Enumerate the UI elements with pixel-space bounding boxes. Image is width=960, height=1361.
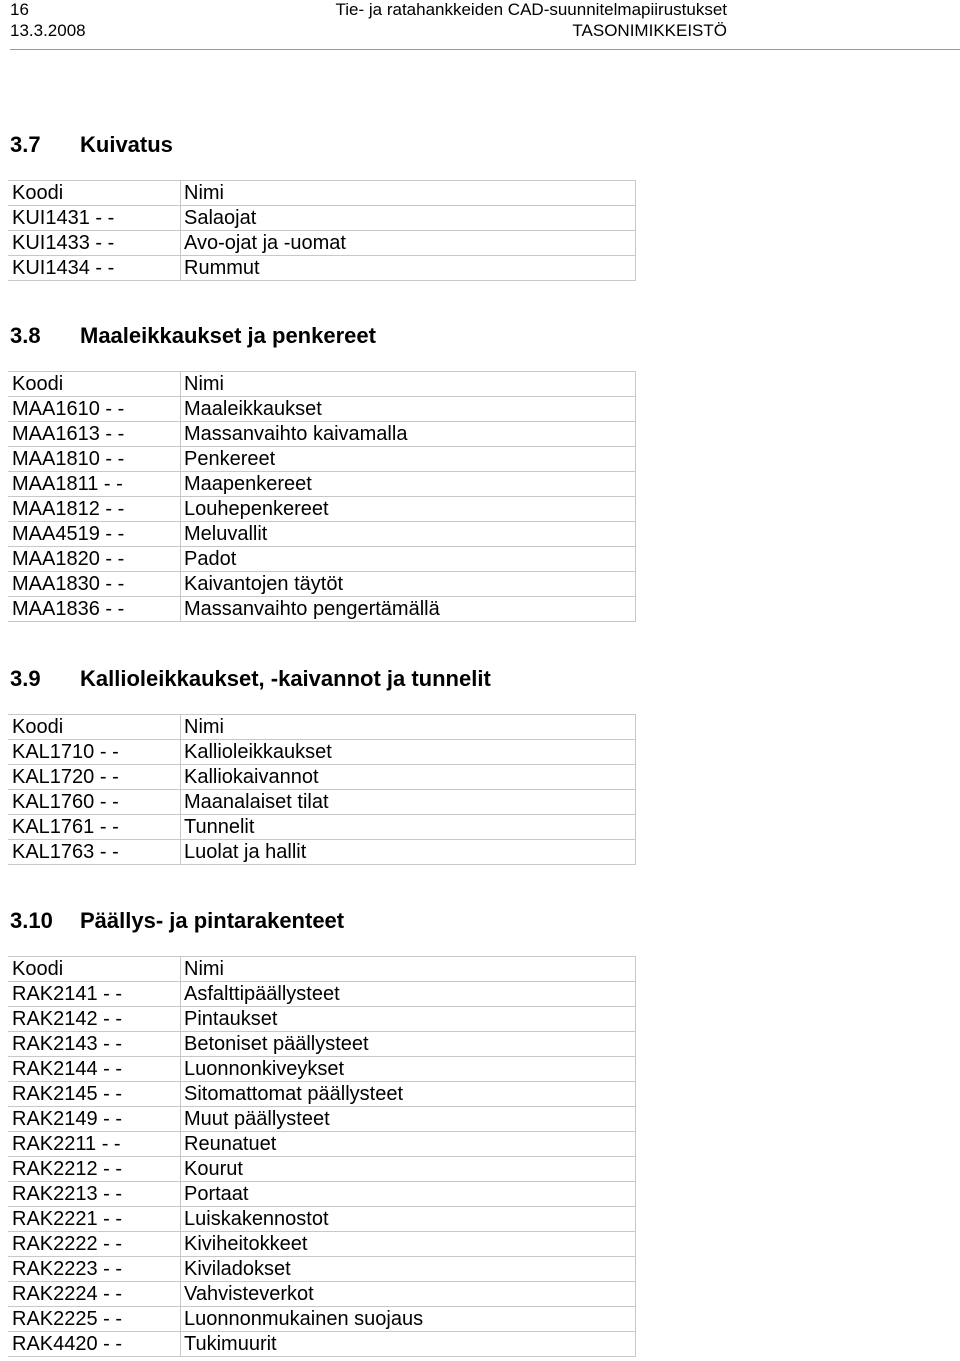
layer-code: RAK2142 - - [9, 1007, 181, 1032]
layer-name: Tunnelit [181, 815, 636, 840]
section-title: Kallioleikkaukset, -kaivannot ja tunnelit [80, 666, 491, 691]
table-row [9, 815, 636, 840]
section-number: 3.7 [10, 132, 41, 157]
layer-code: KUI1434 - - [9, 256, 181, 281]
table-row [9, 256, 636, 281]
table-row [9, 472, 636, 497]
code-table-kuivatus [8, 180, 636, 281]
layer-code: MAA1830 - - [9, 572, 181, 597]
layer-name: Pintaukset [181, 1007, 636, 1032]
section-title: Päällys- ja pintarakenteet [80, 908, 345, 933]
layer-name: Kallioleikkaukset [181, 740, 636, 765]
layer-code: KAL1720 - - [9, 765, 181, 790]
table-row [9, 1157, 636, 1182]
table-row [9, 840, 636, 865]
table-row [9, 1207, 636, 1232]
layer-code: RAK2149 - - [9, 1107, 181, 1132]
layer-name: Tukimuurit [181, 1332, 636, 1357]
document-subtitle: TASONIMIKKEISTÖ [572, 21, 727, 40]
column-header-name: Nimi [181, 372, 636, 397]
section-heading-maaleikkaukset [10, 323, 376, 349]
layer-code: RAK2144 - - [9, 1057, 181, 1082]
table-row [9, 572, 636, 597]
layer-code: RAK2143 - - [9, 1032, 181, 1057]
header-divider [10, 49, 960, 50]
layer-name: Salaojat [181, 206, 636, 231]
layer-code: MAA1810 - - [9, 447, 181, 472]
table-row [9, 982, 636, 1007]
layer-name: Maaleikkaukset [181, 397, 636, 422]
table-header-row [9, 372, 636, 397]
layer-code: KAL1763 - - [9, 840, 181, 865]
layer-code: KAL1710 - - [9, 740, 181, 765]
layer-name: Avo-ojat ja -uomat [181, 231, 636, 256]
layer-name: Kalliokaivannot [181, 765, 636, 790]
layer-name: Sitomattomat päällysteet [181, 1082, 636, 1107]
column-header-name: Nimi [181, 715, 636, 740]
layer-code: MAA1820 - - [9, 547, 181, 572]
layer-name: Meluvallit [181, 522, 636, 547]
layer-name: Luonnonkiveykset [181, 1057, 636, 1082]
layer-code: MAA1610 - - [9, 397, 181, 422]
layer-code: KAL1760 - - [9, 790, 181, 815]
table-row [9, 422, 636, 447]
layer-name: Rummut [181, 256, 636, 281]
layer-code: RAK2211 - - [9, 1132, 181, 1157]
table-row [9, 1107, 636, 1132]
table-row [9, 1332, 636, 1357]
layer-code: RAK2222 - - [9, 1232, 181, 1257]
layer-name: Kaivantojen täytöt [181, 572, 636, 597]
table-row [9, 522, 636, 547]
layer-name: Kiviheitokkeet [181, 1232, 636, 1257]
layer-code: KUI1431 - - [9, 206, 181, 231]
section-number: 3.8 [10, 323, 41, 348]
code-table-maaleikkaukset [8, 371, 636, 622]
column-header-code: Koodi [9, 181, 181, 206]
column-header-name: Nimi [181, 957, 636, 982]
layer-name: Portaat [181, 1182, 636, 1207]
layer-name: Vahvisteverkot [181, 1282, 636, 1307]
layer-code: RAK2221 - - [9, 1207, 181, 1232]
table-row [9, 1282, 636, 1307]
layer-name: Asfalttipäällysteet [181, 982, 636, 1007]
layer-code: KAL1761 - - [9, 815, 181, 840]
layer-name: Betoniset päällysteet [181, 1032, 636, 1057]
layer-code: RAK2141 - - [9, 982, 181, 1007]
layer-code: KUI1433 - - [9, 231, 181, 256]
layer-code: RAK2225 - - [9, 1307, 181, 1332]
layer-code: RAK2223 - - [9, 1257, 181, 1282]
layer-name: Kiviladokset [181, 1257, 636, 1282]
table-row [9, 231, 636, 256]
column-header-code: Koodi [9, 957, 181, 982]
layer-code: MAA1811 - - [9, 472, 181, 497]
section-heading-kallioleikkaukset [10, 666, 491, 692]
table-row [9, 447, 636, 472]
table-row [9, 790, 636, 815]
layer-name: Luiskakennostot [181, 1207, 636, 1232]
layer-name: Massanvaihto pengertämällä [181, 597, 636, 622]
layer-name: Muut päällysteet [181, 1107, 636, 1132]
layer-name: Massanvaihto kaivamalla [181, 422, 636, 447]
layer-name: Penkereet [181, 447, 636, 472]
table-row [9, 1032, 636, 1057]
section-heading-paallysrakenteet [10, 908, 344, 934]
section-number: 3.9 [10, 666, 41, 691]
column-header-code: Koodi [9, 715, 181, 740]
section-title: Maaleikkaukset ja penkereet [80, 323, 376, 348]
table-row [9, 765, 636, 790]
section-title: Kuivatus [80, 132, 173, 157]
section-heading-kuivatus [10, 132, 173, 158]
layer-name: Louhepenkereet [181, 497, 636, 522]
document-date: 13.3.2008 [10, 21, 86, 40]
table-row [9, 397, 636, 422]
table-row [9, 1307, 636, 1332]
code-table-kallioleikkaukset [8, 714, 636, 865]
layer-name: Maapenkereet [181, 472, 636, 497]
table-header-row [9, 715, 636, 740]
table-row [9, 1232, 636, 1257]
layer-name: Padot [181, 547, 636, 572]
table-row [9, 547, 636, 572]
column-header-code: Koodi [9, 372, 181, 397]
table-row [9, 1007, 636, 1032]
table-row [9, 1132, 636, 1157]
table-row [9, 740, 636, 765]
layer-code: MAA1613 - - [9, 422, 181, 447]
layer-code: RAK2212 - - [9, 1157, 181, 1182]
table-row [9, 497, 636, 522]
layer-code: MAA4519 - - [9, 522, 181, 547]
layer-name: Luonnonmukainen suojaus [181, 1307, 636, 1332]
layer-code: RAK4420 - - [9, 1332, 181, 1357]
layer-name: Luolat ja hallit [181, 840, 636, 865]
layer-name: Maanalaiset tilat [181, 790, 636, 815]
document-title: Tie- ja ratahankkeiden CAD-suunnitelmapiirustukset [335, 0, 727, 19]
layer-code: MAA1812 - - [9, 497, 181, 522]
layer-code: RAK2145 - - [9, 1082, 181, 1107]
layer-name: Kourut [181, 1157, 636, 1182]
table-row [9, 1057, 636, 1082]
table-row [9, 1257, 636, 1282]
column-header-name: Nimi [181, 181, 636, 206]
section-number: 3.10 [10, 908, 53, 933]
table-row [9, 1182, 636, 1207]
code-table-paallysrakenteet [8, 956, 636, 1357]
table-header-row [9, 957, 636, 982]
table-row [9, 206, 636, 231]
table-row [9, 597, 636, 622]
layer-code: RAK2224 - - [9, 1282, 181, 1307]
table-row [9, 1082, 636, 1107]
layer-name: Reunatuet [181, 1132, 636, 1157]
layer-code: RAK2213 - - [9, 1182, 181, 1207]
layer-code: MAA1836 - - [9, 597, 181, 622]
page-number: 16 [10, 0, 29, 19]
table-header-row [9, 181, 636, 206]
